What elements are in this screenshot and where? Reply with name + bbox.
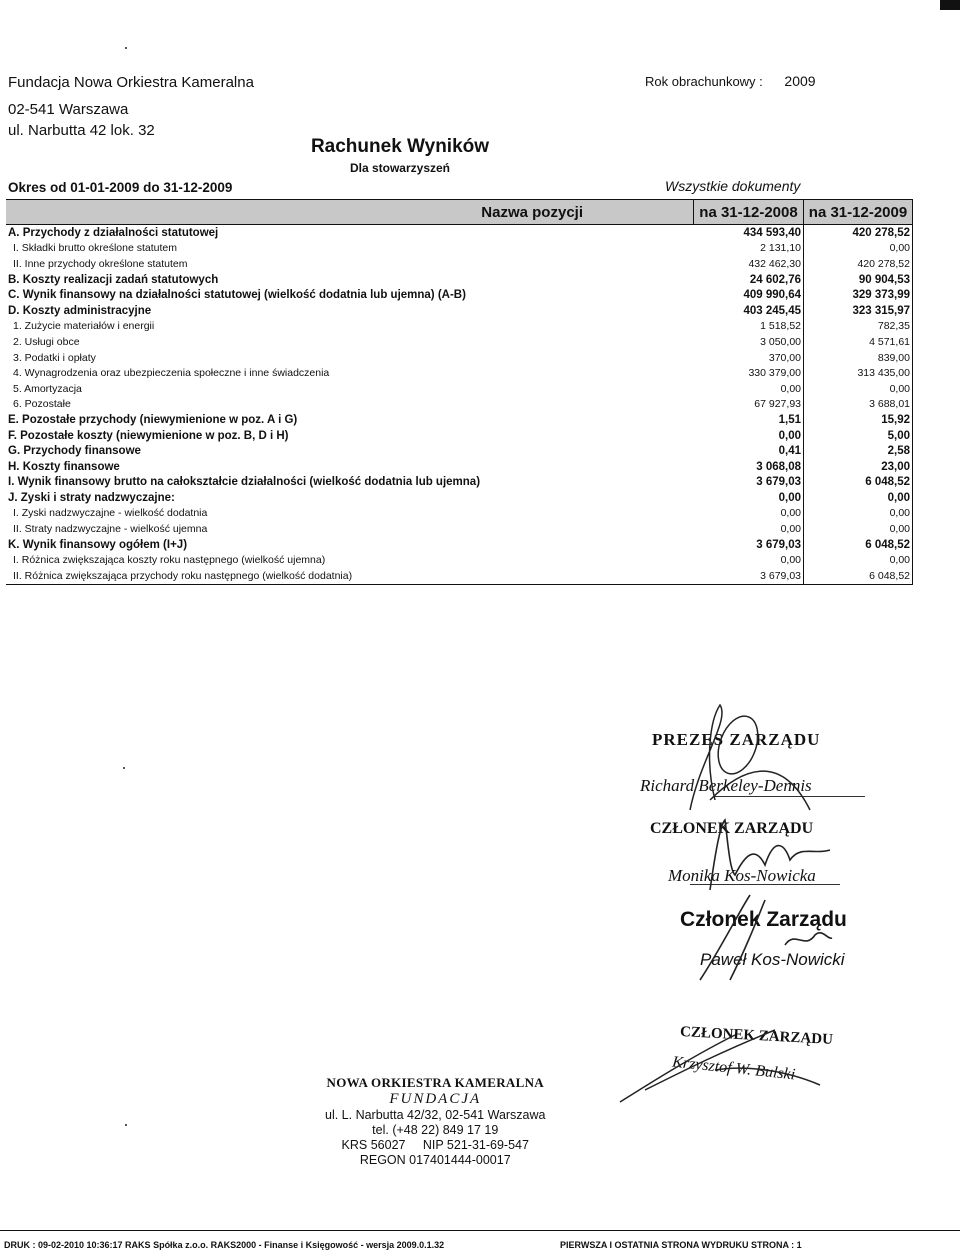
row-label: D. Koszty administracyjne (8, 304, 152, 317)
row-label: K. Wynik finansowy ogółem (I+J) (8, 538, 188, 551)
table-row (6, 568, 913, 584)
row-value-2008: 3 679,03 (694, 568, 804, 584)
row-value-2008: 67 927,93 (694, 397, 804, 413)
row-label: 3. Podatki i opłaty (13, 351, 96, 364)
table-row (6, 412, 913, 428)
row-value-2009: 323 315,97 (804, 303, 913, 319)
row-value-2008: 3 050,00 (694, 334, 804, 350)
handwritten-signature-4 (615, 1010, 825, 1110)
row-label: A. Przychody z działalności statutowej (8, 226, 219, 239)
row-value-2008: 0,00 (694, 428, 804, 444)
row-value-2009: 2,58 (804, 443, 913, 459)
row-value-2009: 0,00 (804, 241, 913, 257)
table-row (6, 272, 913, 288)
row-value-2008: 1 518,52 (694, 319, 804, 335)
row-label: B. Koszty realizacji zadań statutowych (8, 273, 219, 286)
row-value-2009: 23,00 (804, 459, 913, 475)
col-header-name: Nazwa pozycji (6, 200, 694, 225)
stamp-line-address: ul. L. Narbutta 42/32, 02-541 Warszawa (325, 1108, 546, 1122)
row-label: E. Pozostałe przychody (niewymienione w poz. A i G) (8, 413, 298, 426)
scan-speck (125, 47, 127, 49)
row-value-2009: 0,00 (804, 490, 913, 506)
signature-title-member-3: CZŁONEK ZARZĄDU (679, 1024, 834, 1048)
row-value-2009: 6 048,52 (804, 568, 913, 584)
row-value-2008: 3 068,08 (694, 459, 804, 475)
row-label: 6. Pozostałe (13, 398, 71, 411)
stamp-line-krs-nip: KRS 56027 NIP 521-31-69-547 (341, 1138, 529, 1152)
handwritten-signature-2 (690, 815, 840, 895)
row-value-2008: 2 131,10 (694, 241, 804, 257)
signature-title-president: PREZES ZARZĄDU (652, 730, 821, 749)
report-title: Rachunek Wyników (310, 136, 490, 157)
row-value-2008: 0,00 (694, 552, 804, 568)
handwritten-signature-3 (690, 890, 850, 985)
row-value-2009: 3 688,01 (804, 397, 913, 413)
table-row (6, 506, 913, 522)
income-statement-table (6, 199, 913, 585)
table-row (6, 319, 913, 335)
footer-divider (0, 1230, 960, 1231)
row-label: 2. Usługi obce (13, 335, 80, 348)
row-label: H. Koszty finansowe (8, 460, 120, 473)
row-value-2008: 330 379,00 (694, 365, 804, 381)
table-row (6, 303, 913, 319)
row-value-2008: 1,51 (694, 412, 804, 428)
row-value-2008: 0,41 (694, 443, 804, 459)
scan-speck (125, 1124, 127, 1126)
row-label: I. Zyski nadzwyczajne - wielkość dodatnia (13, 507, 208, 520)
table-row (6, 490, 913, 506)
row-value-2008: 0,00 (694, 381, 804, 397)
footer-page-info: PIERWSZA I OSTATNIA STRONA WYDRUKU STRONA : 1 (560, 1240, 802, 1250)
row-value-2009: 6 048,52 (804, 475, 913, 491)
row-value-2009: 0,00 (804, 381, 913, 397)
row-value-2009: 329 373,99 (804, 287, 913, 303)
row-value-2009: 782,35 (804, 319, 913, 335)
row-value-2009: 0,00 (804, 506, 913, 522)
row-value-2009: 420 278,52 (804, 225, 913, 241)
row-value-2009: 313 435,00 (804, 365, 913, 381)
row-value-2009: 5,00 (804, 428, 913, 444)
table-row (6, 350, 913, 366)
col-header-2009: na 31-12-2009 (804, 200, 913, 225)
table-header-row (6, 200, 913, 225)
row-value-2008: 0,00 (694, 506, 804, 522)
org-street: ul. Narbutta 42 lok. 32 (8, 122, 155, 139)
row-label: II. Inne przychody określone statutem (13, 257, 188, 270)
row-value-2008: 432 462,30 (694, 256, 804, 272)
table-row (6, 443, 913, 459)
fiscal-year (645, 73, 816, 89)
table-row (6, 225, 913, 241)
table-row (6, 428, 913, 444)
table-row (6, 241, 913, 257)
signature-name-member-2: Paweł Kos-Nowicki (700, 950, 845, 969)
stamp-line-name: NOWA ORKIESTRA KAMERALNA (326, 1075, 544, 1090)
table-row (6, 397, 913, 413)
row-value-2008: 3 679,03 (694, 475, 804, 491)
row-value-2009: 420 278,52 (804, 256, 913, 272)
row-value-2008: 409 990,64 (694, 287, 804, 303)
report-period: Okres od 01-01-2009 do 31-12-2009 (8, 180, 233, 195)
table-row (6, 381, 913, 397)
signature-title-member-1: CZŁONEK ZARZĄDU (650, 820, 814, 837)
row-label: I. Wynik finansowy brutto na całokształcie działalności (wielkość dodatnia lub ujemna) (8, 476, 481, 489)
table-row (6, 552, 913, 568)
fiscal-year-label: Rok obrachunkowy : (645, 74, 763, 89)
row-label: I. Składki brutto określone statutem (13, 242, 177, 255)
stamp-line-phone: tel. (+48 22) 849 17 19 (372, 1123, 499, 1137)
table-row (6, 287, 913, 303)
table-row (6, 256, 913, 272)
row-label: II. Różnica zwiększająca przychody roku następnego (wielkość dodatnia) (6, 568, 694, 584)
row-value-2008: 0,00 (694, 521, 804, 537)
row-value-2009: 6 048,52 (804, 537, 913, 553)
row-value-2009: 4 571,61 (804, 334, 913, 350)
fiscal-year-value: 2009 (784, 73, 816, 89)
table-row (6, 334, 913, 350)
signature-name-member-1: Monika Kos-Nowicka (668, 866, 816, 885)
row-value-2008: 0,00 (694, 490, 804, 506)
row-value-2008: 403 245,45 (694, 303, 804, 319)
signature-title-member-2: Członek Zarządu (680, 908, 847, 931)
org-city: 02-541 Warszawa (8, 101, 129, 118)
footer-print-info: DRUK : 09-02-2010 10:36:17 RAKS Spółka z.o.o. RAKS2000 - Finanse i Księgowość - wersja 2009.0.1.32 (4, 1240, 445, 1250)
row-value-2009: 839,00 (804, 350, 913, 366)
organization-header (8, 72, 254, 141)
row-label: 4. Wynagrodzenia oraz ubezpieczenia społeczne i inne świadczenia (13, 367, 330, 380)
table-row (6, 537, 913, 553)
table-row (6, 365, 913, 381)
row-label: G. Przychody finansowe (8, 445, 141, 458)
row-label: 1. Zużycie materiałów i energii (13, 320, 155, 333)
table-row (6, 521, 913, 537)
table-row (6, 459, 913, 475)
row-value-2008: 434 593,40 (694, 225, 804, 241)
col-header-2008: na 31-12-2008 (694, 200, 804, 225)
signature-name-member-3: Krzysztof W. Bulski (671, 1053, 797, 1084)
row-value-2009: 0,00 (804, 521, 913, 537)
row-value-2008: 3 679,03 (694, 537, 804, 553)
row-value-2009: 0,00 (804, 552, 913, 568)
table-row (6, 475, 913, 491)
stamp-line-regon: REGON 017401444-00017 (359, 1153, 511, 1167)
row-label: I. Różnica zwiększająca koszty roku następnego (wielkość ujemna) (13, 554, 326, 567)
row-value-2009: 90 904,53 (804, 272, 913, 288)
scan-speck (123, 767, 125, 769)
row-label: II. Straty nadzwyczajne - wielkość ujemna (13, 523, 208, 536)
all-documents-label: Wszystkie dokumenty (665, 178, 801, 194)
report-subtitle: Dla stowarzyszeń (349, 161, 451, 175)
row-value-2009: 15,92 (804, 412, 913, 428)
organization-stamp (325, 1075, 546, 1168)
row-label: 5. Amortyzacja (13, 382, 82, 395)
corner-mark (940, 0, 960, 10)
stamp-line-type: FUNDACJA (389, 1091, 482, 1107)
row-value-2008: 24 602,76 (694, 272, 804, 288)
row-value-2008: 370,00 (694, 350, 804, 366)
row-label: F. Pozostałe koszty (niewymienione w poz. B, D i H) (8, 429, 289, 442)
row-label: J. Zyski i straty nadzwyczajne: (8, 491, 175, 504)
signature-name-president: Richard Berkeley-Dennis (640, 776, 812, 795)
row-label: C. Wynik finansowy na działalności statutowej (wielkość dodatnia lub ujemna) (A-B) (8, 289, 466, 302)
org-name: Fundacja Nowa Orkiestra Kameralna (8, 74, 254, 91)
handwritten-signature-1 (660, 700, 830, 820)
